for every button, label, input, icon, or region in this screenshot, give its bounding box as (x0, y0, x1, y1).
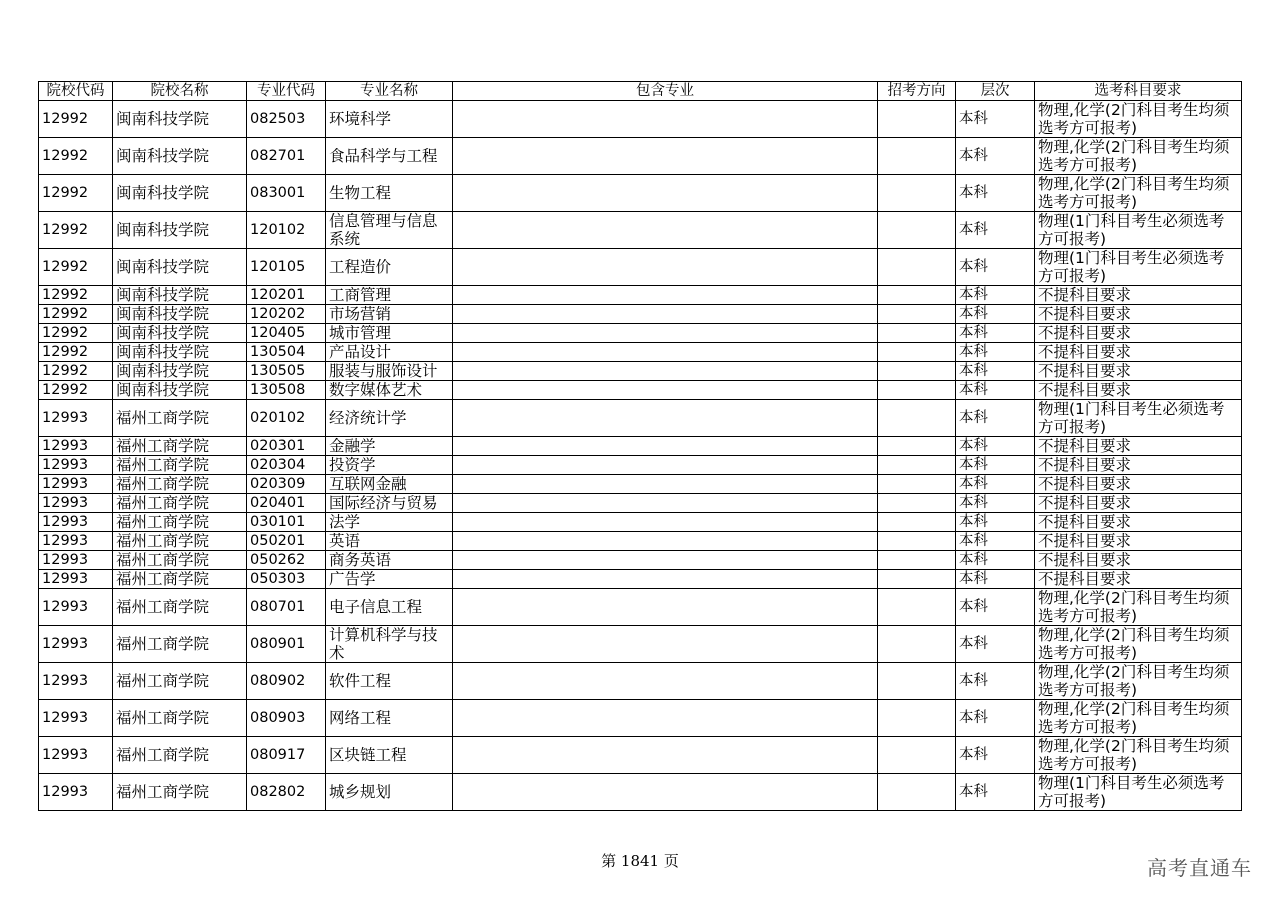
cell-direction (878, 175, 956, 212)
table-row (39, 437, 1242, 456)
cell-major-name: 法学 (326, 513, 453, 532)
cell-school-code: 12992 (39, 212, 113, 249)
cell-major-code: 080902 (247, 663, 326, 700)
cell-major-name: 电子信息工程 (326, 589, 453, 626)
cell-major-code: 130508 (247, 381, 326, 400)
cell-major-name: 城乡规划 (326, 774, 453, 811)
cell-major-code: 030101 (247, 513, 326, 532)
cell-subject-requirement: 不提科目要求 (1035, 475, 1242, 494)
table-row (39, 101, 1242, 138)
cell-school-code: 12992 (39, 249, 113, 286)
cell-direction (878, 456, 956, 475)
cell-major-code: 130505 (247, 362, 326, 381)
cell-subject-requirement: 不提科目要求 (1035, 324, 1242, 343)
cell-school-code: 12993 (39, 513, 113, 532)
cell-subject-requirement: 物理(1门科目考生必须选考方可报考) (1035, 774, 1242, 811)
cell-school-code: 12993 (39, 551, 113, 570)
table-row (39, 249, 1242, 286)
cell-level: 本科 (956, 513, 1035, 532)
cell-level: 本科 (956, 381, 1035, 400)
cell-school-code: 12993 (39, 456, 113, 475)
cell-level: 本科 (956, 362, 1035, 381)
cell-major-code: 130504 (247, 343, 326, 362)
cell-school-code: 12993 (39, 475, 113, 494)
cell-major-name: 计算机科学与技术 (326, 626, 453, 663)
cell-school-name: 闽南科技学院 (113, 381, 247, 400)
cell-major-name: 环境科学 (326, 101, 453, 138)
header-school-name: 院校名称 (113, 82, 247, 101)
cell-included-majors (453, 626, 878, 663)
cell-direction (878, 324, 956, 343)
cell-direction (878, 774, 956, 811)
cell-school-code: 12993 (39, 737, 113, 774)
cell-subject-requirement: 不提科目要求 (1035, 305, 1242, 324)
cell-direction (878, 475, 956, 494)
cell-major-code: 080701 (247, 589, 326, 626)
table-row (39, 663, 1242, 700)
cell-school-name: 闽南科技学院 (113, 362, 247, 381)
cell-school-code: 12992 (39, 138, 113, 175)
cell-major-code: 082802 (247, 774, 326, 811)
cell-level: 本科 (956, 456, 1035, 475)
cell-subject-requirement: 物理,化学(2门科目考生均须选考方可报考) (1035, 138, 1242, 175)
cell-school-name: 福州工商学院 (113, 589, 247, 626)
table-row (39, 532, 1242, 551)
table-row (39, 737, 1242, 774)
cell-major-code: 050201 (247, 532, 326, 551)
cell-major-name: 信息管理与信息系统 (326, 212, 453, 249)
cell-school-name: 闽南科技学院 (113, 138, 247, 175)
cell-included-majors (453, 589, 878, 626)
cell-school-code: 12993 (39, 532, 113, 551)
cell-level: 本科 (956, 249, 1035, 286)
cell-direction (878, 589, 956, 626)
cell-subject-requirement: 物理,化学(2门科目考生均须选考方可报考) (1035, 737, 1242, 774)
cell-subject-requirement: 物理(1门科目考生必须选考方可报考) (1035, 249, 1242, 286)
cell-major-code: 080901 (247, 626, 326, 663)
enrollment-table (38, 81, 1242, 811)
cell-school-code: 12993 (39, 570, 113, 589)
cell-school-name: 福州工商学院 (113, 475, 247, 494)
cell-level: 本科 (956, 570, 1035, 589)
table-row (39, 589, 1242, 626)
cell-subject-requirement: 不提科目要求 (1035, 362, 1242, 381)
cell-major-name: 经济统计学 (326, 400, 453, 437)
cell-major-code: 120105 (247, 249, 326, 286)
cell-major-code: 020309 (247, 475, 326, 494)
cell-school-code: 12992 (39, 381, 113, 400)
cell-major-code: 020304 (247, 456, 326, 475)
cell-subject-requirement: 不提科目要求 (1035, 343, 1242, 362)
cell-included-majors (453, 663, 878, 700)
cell-included-majors (453, 475, 878, 494)
table-row (39, 286, 1242, 305)
cell-level: 本科 (956, 286, 1035, 305)
cell-subject-requirement: 不提科目要求 (1035, 286, 1242, 305)
table-row (39, 475, 1242, 494)
cell-school-name: 闽南科技学院 (113, 101, 247, 138)
cell-direction (878, 494, 956, 513)
cell-direction (878, 551, 956, 570)
cell-major-name: 区块链工程 (326, 737, 453, 774)
cell-school-code: 12992 (39, 101, 113, 138)
table-row (39, 774, 1242, 811)
cell-major-name: 产品设计 (326, 343, 453, 362)
cell-school-name: 福州工商学院 (113, 437, 247, 456)
table-row (39, 343, 1242, 362)
cell-included-majors (453, 343, 878, 362)
cell-included-majors (453, 324, 878, 343)
cell-included-majors (453, 551, 878, 570)
cell-direction (878, 101, 956, 138)
cell-direction (878, 381, 956, 400)
cell-school-name: 福州工商学院 (113, 774, 247, 811)
cell-level: 本科 (956, 175, 1035, 212)
table-row (39, 175, 1242, 212)
cell-level: 本科 (956, 212, 1035, 249)
cell-level: 本科 (956, 737, 1035, 774)
table-row (39, 305, 1242, 324)
cell-direction (878, 663, 956, 700)
cell-school-code: 12993 (39, 700, 113, 737)
cell-direction (878, 212, 956, 249)
cell-major-code: 120405 (247, 324, 326, 343)
cell-school-code: 12992 (39, 305, 113, 324)
cell-direction (878, 700, 956, 737)
cell-direction (878, 626, 956, 663)
header-direction: 招考方向 (878, 82, 956, 101)
cell-school-code: 12993 (39, 400, 113, 437)
cell-school-name: 福州工商学院 (113, 494, 247, 513)
cell-school-code: 12992 (39, 286, 113, 305)
cell-included-majors (453, 249, 878, 286)
header-row (39, 82, 1242, 101)
cell-included-majors (453, 494, 878, 513)
cell-school-name: 福州工商学院 (113, 663, 247, 700)
cell-school-code: 12992 (39, 175, 113, 212)
cell-school-code: 12993 (39, 494, 113, 513)
cell-level: 本科 (956, 626, 1035, 663)
header-level: 层次 (956, 82, 1035, 101)
cell-level: 本科 (956, 305, 1035, 324)
cell-subject-requirement: 不提科目要求 (1035, 513, 1242, 532)
cell-school-code: 12992 (39, 324, 113, 343)
cell-subject-requirement: 物理(1门科目考生必须选考方可报考) (1035, 212, 1242, 249)
table-row (39, 494, 1242, 513)
cell-included-majors (453, 286, 878, 305)
cell-included-majors (453, 456, 878, 475)
cell-direction (878, 286, 956, 305)
cell-school-code: 12993 (39, 589, 113, 626)
cell-major-name: 商务英语 (326, 551, 453, 570)
cell-direction (878, 343, 956, 362)
cell-school-name: 闽南科技学院 (113, 175, 247, 212)
table-row (39, 551, 1242, 570)
cell-school-name: 福州工商学院 (113, 400, 247, 437)
cell-direction (878, 305, 956, 324)
cell-level: 本科 (956, 343, 1035, 362)
cell-major-name: 国际经济与贸易 (326, 494, 453, 513)
cell-major-code: 082503 (247, 101, 326, 138)
cell-level: 本科 (956, 324, 1035, 343)
cell-subject-requirement: 不提科目要求 (1035, 456, 1242, 475)
cell-school-code: 12993 (39, 626, 113, 663)
cell-subject-requirement: 物理,化学(2门科目考生均须选考方可报考) (1035, 663, 1242, 700)
cell-school-name: 闽南科技学院 (113, 343, 247, 362)
cell-major-code: 020102 (247, 400, 326, 437)
cell-included-majors (453, 774, 878, 811)
cell-included-majors (453, 700, 878, 737)
cell-school-name: 福州工商学院 (113, 532, 247, 551)
cell-major-name: 软件工程 (326, 663, 453, 700)
cell-level: 本科 (956, 700, 1035, 737)
cell-school-name: 福州工商学院 (113, 700, 247, 737)
cell-school-name: 闽南科技学院 (113, 212, 247, 249)
cell-included-majors (453, 513, 878, 532)
cell-direction (878, 513, 956, 532)
cell-included-majors (453, 175, 878, 212)
cell-level: 本科 (956, 475, 1035, 494)
cell-school-name: 闽南科技学院 (113, 249, 247, 286)
table-row (39, 381, 1242, 400)
table-row (39, 626, 1242, 663)
cell-level: 本科 (956, 494, 1035, 513)
cell-direction (878, 737, 956, 774)
cell-major-name: 生物工程 (326, 175, 453, 212)
header-school-code: 院校代码 (39, 82, 113, 101)
cell-subject-requirement: 不提科目要求 (1035, 494, 1242, 513)
page-number: 第 1841 页 (601, 852, 679, 870)
cell-school-name: 福州工商学院 (113, 737, 247, 774)
header-subject-requirement: 选考科目要求 (1035, 82, 1242, 101)
cell-subject-requirement: 不提科目要求 (1035, 381, 1242, 400)
cell-direction (878, 400, 956, 437)
cell-major-code: 050262 (247, 551, 326, 570)
cell-major-name: 城市管理 (326, 324, 453, 343)
cell-major-name: 互联网金融 (326, 475, 453, 494)
cell-major-code: 050303 (247, 570, 326, 589)
cell-included-majors (453, 570, 878, 589)
cell-school-code: 12993 (39, 774, 113, 811)
cell-subject-requirement: 物理,化学(2门科目考生均须选考方可报考) (1035, 626, 1242, 663)
cell-major-name: 英语 (326, 532, 453, 551)
cell-major-code: 120202 (247, 305, 326, 324)
cell-subject-requirement: 物理,化学(2门科目考生均须选考方可报考) (1035, 101, 1242, 138)
watermark: 高考直通车 (1147, 856, 1252, 880)
table-row (39, 362, 1242, 381)
table-row (39, 138, 1242, 175)
cell-major-code: 120102 (247, 212, 326, 249)
cell-school-name: 闽南科技学院 (113, 305, 247, 324)
cell-major-name: 服装与服饰设计 (326, 362, 453, 381)
cell-major-code: 082701 (247, 138, 326, 175)
cell-direction (878, 138, 956, 175)
cell-school-name: 福州工商学院 (113, 456, 247, 475)
header-included-majors: 包含专业 (453, 82, 878, 101)
cell-major-name: 金融学 (326, 437, 453, 456)
cell-level: 本科 (956, 532, 1035, 551)
cell-major-name: 市场营销 (326, 305, 453, 324)
cell-level: 本科 (956, 551, 1035, 570)
cell-major-code: 080917 (247, 737, 326, 774)
cell-direction (878, 362, 956, 381)
cell-subject-requirement: 不提科目要求 (1035, 551, 1242, 570)
cell-level: 本科 (956, 589, 1035, 626)
cell-major-name: 广告学 (326, 570, 453, 589)
cell-direction (878, 532, 956, 551)
cell-subject-requirement: 物理,化学(2门科目考生均须选考方可报考) (1035, 700, 1242, 737)
table-body (39, 101, 1242, 811)
cell-major-code: 020301 (247, 437, 326, 456)
table-row (39, 700, 1242, 737)
header-major-code: 专业代码 (247, 82, 326, 101)
cell-subject-requirement: 不提科目要求 (1035, 570, 1242, 589)
cell-school-name: 闽南科技学院 (113, 324, 247, 343)
cell-major-code: 080903 (247, 700, 326, 737)
cell-major-name: 食品科学与工程 (326, 138, 453, 175)
cell-direction (878, 437, 956, 456)
table-row (39, 513, 1242, 532)
cell-school-code: 12993 (39, 663, 113, 700)
cell-level: 本科 (956, 774, 1035, 811)
cell-level: 本科 (956, 437, 1035, 456)
cell-included-majors (453, 362, 878, 381)
cell-subject-requirement: 物理,化学(2门科目考生均须选考方可报考) (1035, 175, 1242, 212)
table-row (39, 400, 1242, 437)
cell-subject-requirement: 不提科目要求 (1035, 437, 1242, 456)
table-row (39, 456, 1242, 475)
cell-major-name: 工商管理 (326, 286, 453, 305)
cell-included-majors (453, 381, 878, 400)
cell-school-name: 福州工商学院 (113, 570, 247, 589)
cell-included-majors (453, 437, 878, 456)
table-row (39, 324, 1242, 343)
cell-major-code: 020401 (247, 494, 326, 513)
cell-included-majors (453, 400, 878, 437)
cell-major-code: 083001 (247, 175, 326, 212)
cell-school-code: 12993 (39, 437, 113, 456)
cell-major-name: 工程造价 (326, 249, 453, 286)
cell-school-name: 闽南科技学院 (113, 286, 247, 305)
cell-school-code: 12992 (39, 362, 113, 381)
cell-school-name: 福州工商学院 (113, 513, 247, 532)
cell-subject-requirement: 物理,化学(2门科目考生均须选考方可报考) (1035, 589, 1242, 626)
cell-included-majors (453, 212, 878, 249)
cell-included-majors (453, 138, 878, 175)
cell-major-name: 投资学 (326, 456, 453, 475)
cell-included-majors (453, 737, 878, 774)
cell-direction (878, 249, 956, 286)
cell-major-code: 120201 (247, 286, 326, 305)
table-row (39, 212, 1242, 249)
cell-direction (878, 570, 956, 589)
cell-included-majors (453, 532, 878, 551)
cell-included-majors (453, 101, 878, 138)
cell-level: 本科 (956, 138, 1035, 175)
cell-subject-requirement: 不提科目要求 (1035, 532, 1242, 551)
table-row (39, 570, 1242, 589)
cell-major-name: 网络工程 (326, 700, 453, 737)
cell-included-majors (453, 305, 878, 324)
cell-school-name: 福州工商学院 (113, 626, 247, 663)
cell-school-name: 福州工商学院 (113, 551, 247, 570)
cell-school-code: 12992 (39, 343, 113, 362)
cell-major-name: 数字媒体艺术 (326, 381, 453, 400)
cell-level: 本科 (956, 101, 1035, 138)
cell-level: 本科 (956, 663, 1035, 700)
header-major-name: 专业名称 (326, 82, 453, 101)
cell-level: 本科 (956, 400, 1035, 437)
cell-subject-requirement: 物理(1门科目考生必须选考方可报考) (1035, 400, 1242, 437)
